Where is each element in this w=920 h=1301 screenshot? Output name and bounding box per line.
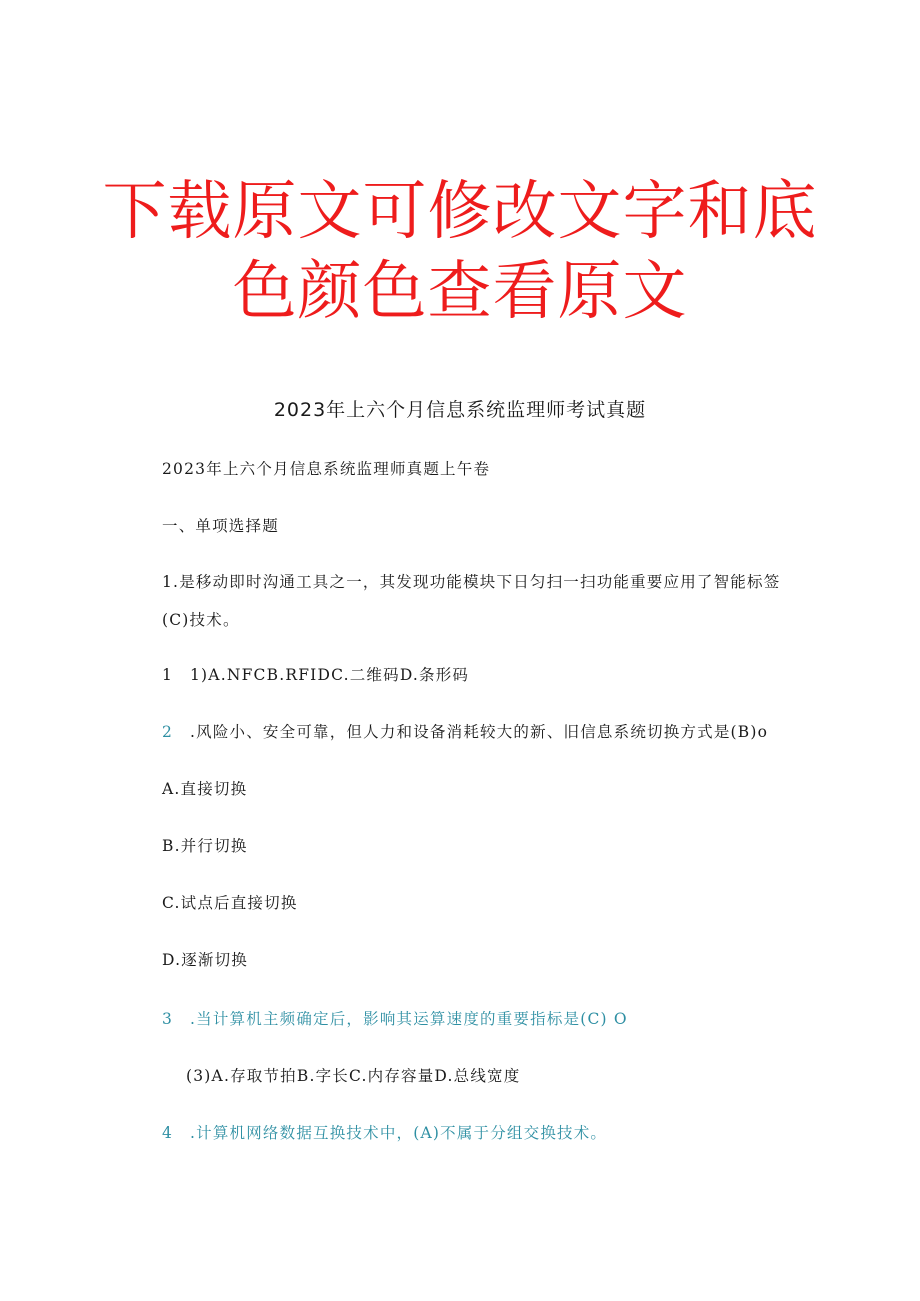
- question-2-option-a: A.直接切换: [162, 780, 248, 798]
- document-title: 2023年上六个月信息系统监理师考试真题: [273, 399, 647, 421]
- document-subtitle: 2023年上六个月信息系统监理师真题上午卷: [162, 460, 491, 478]
- question-2-option-b: B.并行切换: [162, 837, 248, 855]
- question-3: [162, 1008, 628, 1030]
- question-1-options-text: 1)A.NFCB.RFIDC.二维码D.条形码: [190, 666, 470, 684]
- question-4-number: 4: [162, 1124, 174, 1142]
- question-1-options: [162, 664, 469, 686]
- question-4: [162, 1122, 607, 1144]
- question-2-number: 2: [162, 723, 174, 741]
- question-3-text: .当计算机主频确定后，影响其运算速度的重要指标是(C) O: [190, 1010, 628, 1028]
- question-1-options-number: 1: [162, 666, 174, 684]
- question-3-options: (3)A.存取节拍B.字长C.内存容量D.总线宽度: [186, 1067, 521, 1085]
- promo-banner: [0, 172, 920, 332]
- question-3-number: 3: [162, 1010, 174, 1028]
- question-2-option-c: C.试点后直接切换: [162, 894, 298, 912]
- question-1: 1.是移动即时沟通工具之一，其发现功能模块下日匀扫一扫功能重要应用了智能标签(C)技术。: [162, 573, 781, 629]
- question-2: [162, 721, 768, 743]
- promo-banner-line-2: 色颜色查看原文: [232, 255, 688, 329]
- question-2-text: .风险小、安全可靠，但人力和设备消耗较大的新、旧信息系统切换方式是(B)o: [190, 723, 769, 741]
- section-heading: 一、单项选择题: [162, 517, 279, 535]
- question-2-option-d: D.逐渐切换: [162, 951, 249, 969]
- question-4-text: .计算机网络数据互换技术中，(A)不属于分组交换技术。: [190, 1124, 608, 1142]
- promo-banner-line-1: 下载原文可修改文字和底: [102, 175, 818, 249]
